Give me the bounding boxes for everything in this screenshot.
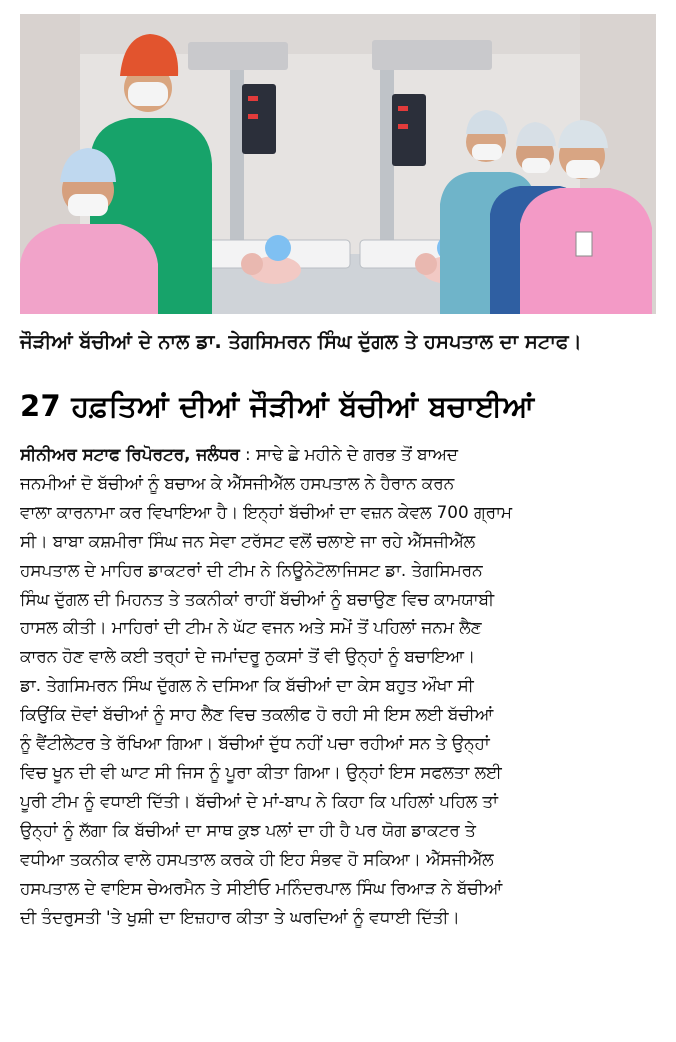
article-line: ਜਨਮੀਆਂ ਦੋ ਬੱਚੀਆਂ ਨੂੰ ਬਚਾਅ ਕੇ ਐੱਸਜੀਐੱਲ ਹਸਪਤਾਲ ਨੇ ਹੈਰਾਨ ਕਰਨ: [20, 472, 455, 493]
article-line: ਸਿੰਘ ਦੁੱਗਲ ਦੀ ਮਿਹਨਤ ਤੇ ਤਕਨੀਕਾਂ ਰਾਹੀਂ ਬੱਚੀਆਂ ਨੂੰ ਬਚਾਉਣ ਵਿਚ ਕਾਮਯਾਬੀ: [20, 588, 495, 609]
article-line: ਉਨ੍ਹਾਂ ਨੂੰ ਲੱਗਾ ਕਿ ਬੱਚੀਆਂ ਦਾ ਸਾਥ ਕੁਝ ਪਲਾਂ ਦਾ ਹੀ ਹੈ ਪਰ ਯੋਗ ਡਾਕਟਰ ਤੇ: [20, 819, 476, 840]
article-line: ਹਾਸਲ ਕੀਤੀ। ਮਾਹਿਰਾਂ ਦੀ ਟੀਮ ਨੇ ਘੱਟ ਵਜਨ ਅਤੇ ਸਮੇਂ ਤੋਂ ਪਹਿਲਾਂ ਜਨਮ ਲੈਣ: [20, 617, 482, 638]
byline: ਸੀਨੀਅਰ ਸਟਾਫ ਰਿਪੋਰਟਰ, ਜਲੰਧਰ: [20, 444, 240, 464]
article-line: ਵਾਲਾ ਕਾਰਨਾਮਾ ਕਰ ਵਿਖਾਇਆ ਹੈ। ਇਨ੍ਹਾਂ ਬੱਚੀਆਂ ਦਾ ਵਜ਼ਨ ਕੇਵਲ 700 ਗ੍ਰਾਮ: [20, 501, 512, 522]
article-line: ਵਿਚ ਖੂਨ ਦੀ ਵੀ ਘਾਟ ਸੀ ਜਿਸ ਨੂੰ ਪੂਰਾ ਕੀਤਾ ਗਿਆ। ਉਨ੍ਹਾਂ ਇਸ ਸਫਲਤਾ ਲਈ: [20, 761, 502, 782]
article-body: [20, 440, 660, 931]
article-line: ਕਾਰਨ ਹੋਣ ਵਾਲੇ ਕਈ ਤਰ੍ਹਾਂ ਦੇ ਜਮਾਂਦਰੂ ਨੁਕਸਾਂ ਤੋਂ ਵੀ ਉਨ੍ਹਾਂ ਨੂੰ ਬਚਾਇਆ।: [20, 646, 476, 667]
article-first-line: : ਸਾਢੇ ਛੇ ਮਹੀਨੇ ਦੇ ਗਰਭ ਤੋਂ ਬਾਅਦ: [239, 444, 458, 464]
article-line: ਨੂੰ ਵੈਂਟੀਲੇਟਰ ਤੇ ਰੱਖਿਆ ਗਿਆ। ਬੱਚੀਆਂ ਦੁੱਧ ਨਹੀਂ ਪਚਾ ਰਹੀਆਂ ਸਨ ਤੇ ਉਨ੍ਹਾਂ: [20, 733, 490, 754]
article-line: ਦੀ ਤੰਦਰੁਸਤੀ 'ਤੇ ਖੁਸ਼ੀ ਦਾ ਇਜ਼ਹਾਰ ਕੀਤਾ ਤੇ ਘਰਦਿਆਂ ਨੂੰ ਵਧਾਈ ਦਿੱਤੀ।: [20, 906, 460, 927]
article-line: ਡਾ. ਤੇਗਸਿਮਰਨ ਸਿੰਘ ਦੁੱਗਲ ਨੇ ਦਸਿਆ ਕਿ ਬੱਚੀਆਂ ਦਾ ਕੇਸ ਬਹੁਤ ਔਖਾ ਸੀ: [20, 675, 474, 696]
article-line: ਹਸਪਤਾਲ ਦੇ ਮਾਹਿਰ ਡਾਕਟਰਾਂ ਦੀ ਟੀਮ ਨੇ ਨਿਊਨੇਟੋਲਾਜਿਸਟ ਡਾ. ਤੇਗਸਿਮਰਨ: [20, 559, 483, 580]
monitor-left: [242, 84, 276, 154]
headline: 27 ਹਫ਼ਤਿਆਂ ਦੀਆਂ ਜੌੜੀਆਂ ਬੱਚੀਆਂ ਬਚਾਈਆਂ: [20, 389, 535, 423]
article-line: ਵਧੀਆ ਤਕਨੀਕ ਵਾਲੇ ਹਸਪਤਾਲ ਕਰਕੇ ਹੀ ਇਹ ਸੰਭਵ ਹੋ ਸਕਿਆ। ਐੱਸਜੀਐੱਲ: [20, 848, 494, 869]
article-line: [20, 440, 660, 469]
photo-caption: ਜੌੜੀਆਂ ਬੱਚੀਆਂ ਦੇ ਨਾਲ ਡਾ. ਤੇਗਸਿਮਰਨ ਸਿੰਘ ਦੁੱਗਲ ਤੇ ਹਸਪਤਾਲ ਦਾ ਸਟਾਫ।: [20, 330, 582, 353]
newborn-twins-photo-illustration: [20, 14, 656, 314]
monitor-right: [392, 94, 426, 166]
article-line: ਸੀ। ਬਾਬਾ ਕਸ਼ਮੀਰਾ ਸਿੰਘ ਜਨ ਸੇਵਾ ਟਰੱਸਟ ਵਲੋਂ ਚਲਾਏ ਜਾ ਰਹੇ ਐੱਸਜੀਐੱਲ: [20, 530, 475, 551]
news-photo: [20, 14, 656, 314]
article-line: ਕਿਉਂਕਿ ਦੋਵਾਂ ਬੱਚੀਆਂ ਨੂੰ ਸਾਹ ਲੈਣ ਵਿਚ ਤਕਲੀਫ ਹੋ ਰਹੀ ਸੀ ਇਸ ਲਈ ਬੱਚੀਆਂ: [20, 704, 494, 725]
article-line: ਪੂਰੀ ਟੀਮ ਨੂੰ ਵਧਾਈ ਦਿੱਤੀ। ਬੱਚੀਆਂ ਦੇ ਮਾਂ-ਬਾਪ ਨੇ ਕਿਹਾ ਕਿ ਪਹਿਲਾਂ ਪਹਿਲ ਤਾਂ: [20, 790, 498, 811]
nurse-left: [20, 224, 158, 314]
article-line: ਹਸਪਤਾਲ ਦੇ ਵਾਇਸ ਚੇਅਰਮੈਨ ਤੇ ਸੀਈਓ ਮਨਿੰਦਰਪਾਲ ਸਿੰਘ ਰਿਆੜ ਨੇ ਬੱਚੀਆਂ: [20, 877, 503, 898]
